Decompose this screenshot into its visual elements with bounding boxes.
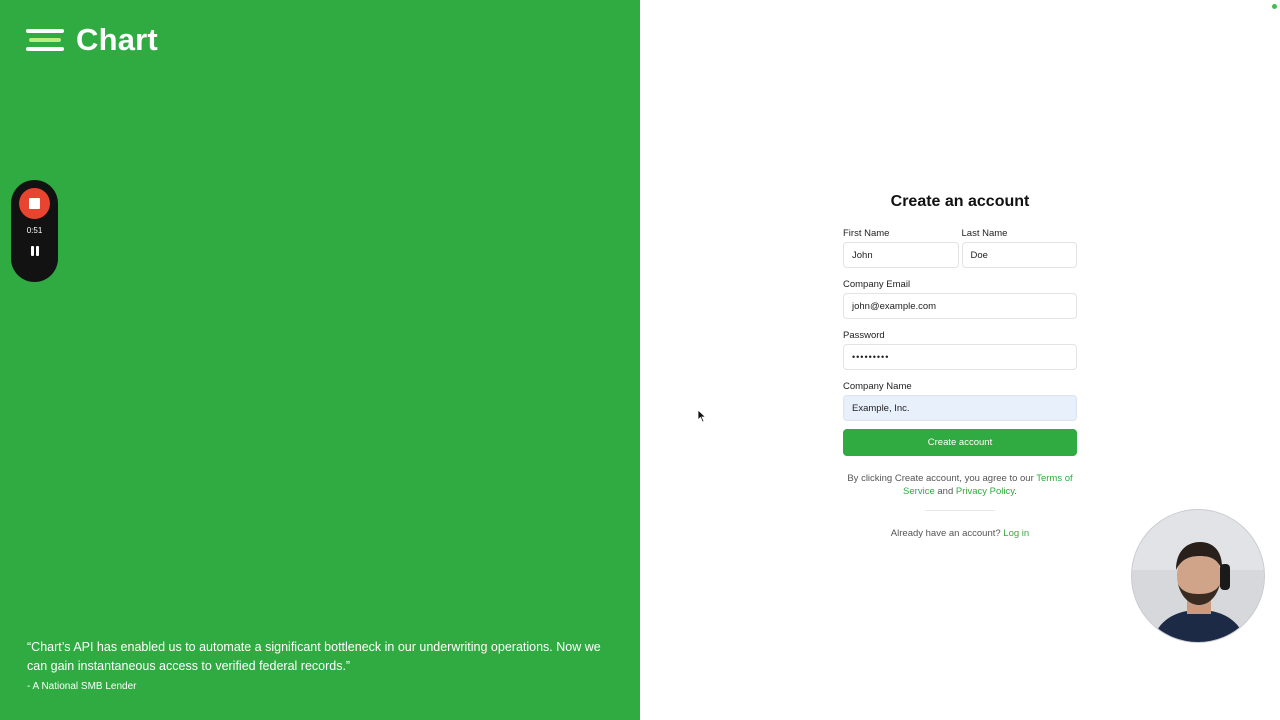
stop-recording-button[interactable] xyxy=(19,188,50,219)
status-indicator xyxy=(1272,4,1277,9)
company-name-label: Company Name xyxy=(843,381,912,392)
screen-recorder-widget xyxy=(11,180,58,282)
logo-mark-icon xyxy=(26,29,64,51)
form-title: Create an account xyxy=(890,193,1030,210)
name-row xyxy=(843,228,1077,268)
brand-name: Chart xyxy=(76,22,158,57)
webcam-person-image xyxy=(1132,510,1265,643)
signup-form xyxy=(843,193,1077,539)
pause-recording-button[interactable] xyxy=(25,242,44,261)
brand-logo xyxy=(26,22,158,58)
recording-timer: 0:51 xyxy=(26,226,43,235)
testimonial-attribution: - A National SMB Lender xyxy=(27,681,137,692)
terms-and: and xyxy=(934,486,956,497)
password-label: Password xyxy=(843,330,885,341)
first-name-label: First Name xyxy=(843,228,890,239)
webcam-overlay xyxy=(1131,509,1265,643)
terms-prefix: By clicking Create account, you agree to our xyxy=(847,473,1037,484)
divider xyxy=(925,510,995,511)
login-link[interactable]: Log in xyxy=(1003,528,1030,539)
email-input[interactable]: john@example.com xyxy=(843,293,1077,319)
testimonial-quote: “Chart’s API has enabled us to automate a significant bottleneck in our underwriting operations. Now we can gain instantaneous access to verified federal records.” xyxy=(27,640,601,673)
terms-suffix: . xyxy=(1014,486,1017,497)
login-prompt-text: Already have an account? xyxy=(890,528,1004,539)
last-name-label: Last Name xyxy=(961,228,1008,239)
terms-of-service-link[interactable]: Terms of Service xyxy=(903,473,1073,497)
company-name-input[interactable]: Example, Inc. xyxy=(843,395,1077,421)
terms-notice xyxy=(843,472,1077,498)
create-account-button[interactable]: Create account xyxy=(843,429,1077,456)
email-label: Company Email xyxy=(843,279,911,290)
privacy-policy-link[interactable]: Privacy Policy xyxy=(955,486,1015,497)
cursor-icon xyxy=(697,409,707,423)
password-input[interactable]: ••••••••• xyxy=(843,344,1077,370)
first-name-input[interactable]: John xyxy=(843,242,959,268)
login-prompt xyxy=(843,528,1077,539)
last-name-input[interactable]: Doe xyxy=(962,242,1078,268)
